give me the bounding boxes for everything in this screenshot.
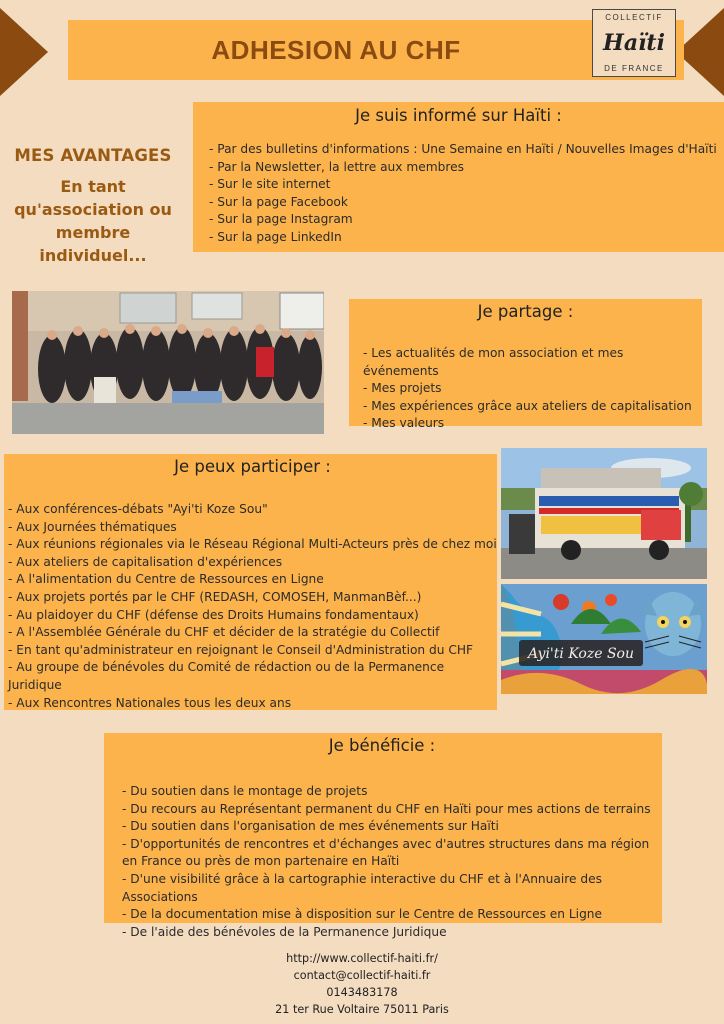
avantages-subtitle: [0, 175, 186, 267]
left-arrow-decoration: [0, 8, 48, 96]
list-item: - D'une visibilité grâce à la cartographie interactive du CHF et à l'Annuaire des Associations: [122, 871, 602, 904]
participer-title: Je peux participer :: [174, 457, 331, 476]
list-item: - Par des bulletins d'informations : Une Semaine en Haïti / Nouvelles Images d'Haïti: [209, 142, 717, 156]
beneficie-box: [104, 733, 662, 939]
informe-title: Je suis informé sur Haïti :: [355, 106, 562, 125]
list-item: - De l'aide des bénévoles de la Permanence Juridique: [122, 924, 447, 939]
avantages-subtitle-line: En tant: [60, 177, 126, 196]
list-item: - Du recours au Représentant permanent du CHF en Haïti pour mes actions de terrains: [122, 801, 651, 816]
group-photo: [12, 291, 324, 434]
list-item: - Mes projets: [363, 381, 442, 396]
participer-list: [8, 501, 497, 712]
list-item: - Sur la page Facebook: [209, 194, 348, 209]
informe-list: [209, 141, 724, 247]
list-item: - Aux Journées thématiques: [8, 519, 177, 534]
email-link[interactable]: contact@collectif-haiti.fr: [293, 969, 431, 982]
beneficie-list: [122, 783, 652, 941]
list-item: - Du soutien dans le montage de projets: [122, 784, 368, 798]
avantages-section: [0, 146, 186, 267]
list-item: - D'opportunités de rencontres et d'échanges avec d'autres structures dans ma région en France ou près de mon partenaire en Haïti: [122, 836, 650, 869]
participer-box: [4, 454, 497, 710]
list-item: - Aux conférences-débats "Ayi'ti Koze Sou": [8, 502, 268, 516]
logo-top-text: COLLECTIF: [605, 13, 663, 22]
logo-bottom-text: DE FRANCE: [604, 64, 664, 73]
informe-box: [193, 102, 724, 252]
list-item: - Aux Rencontres Nationales tous les deux ans: [8, 695, 292, 710]
partage-list: [363, 345, 702, 433]
list-item: - Mes expériences grâce aux ateliers de capitalisation: [363, 398, 692, 413]
list-item: - Sur le site internet: [209, 177, 331, 192]
avantages-subtitle-line: qu'association ou: [14, 200, 172, 219]
list-item: - Mes valeurs: [363, 416, 445, 431]
tap-tap-image: [501, 448, 707, 579]
avantages-title: MES AVANTAGES: [14, 146, 172, 165]
postal-address: 21 ter Rue Voltaire 75011 Paris: [275, 1003, 449, 1016]
list-item: - Sur la page Instagram: [209, 212, 353, 227]
tap-tap-photo: [501, 448, 707, 579]
list-item: - Les actualités de mon association et mes événements: [363, 346, 624, 378]
list-item: - En tant qu'administrateur en rejoignant le Conseil d'Administration du CHF: [8, 642, 474, 657]
list-item: - A l'Assemblée Générale du CHF et décider de la stratégie du Collectif: [8, 625, 440, 640]
collectif-haiti-logo: [592, 9, 676, 77]
list-item: - Aux projets portés par le CHF (REDASH, COMOSEH, ManmanBèf...): [8, 589, 422, 604]
koze-sou-label: Ayi'ti Koze Sou: [528, 646, 634, 662]
logo-main-text: Haïti: [603, 30, 665, 56]
contact-footer: [0, 950, 724, 1018]
website-link[interactable]: http://www.collectif-haiti.fr/: [286, 952, 438, 965]
partage-title: Je partage :: [477, 302, 574, 321]
list-item: - Sur la page LinkedIn: [209, 229, 342, 244]
list-item: - Au plaidoyer du CHF (défense des Droits Humains fondamentaux): [8, 607, 419, 622]
list-item: - De la documentation mise à disposition sur le Centre de Ressources en Ligne: [122, 907, 603, 922]
list-item: - Aux réunions régionales via le Réseau Régional Multi-Acteurs près de chez moi: [8, 537, 497, 552]
beneficie-title: Je bénéficie :: [328, 736, 436, 755]
koze-sou-artwork: [501, 584, 707, 694]
list-item: - Aux ateliers de capitalisation d'expériences: [8, 554, 283, 569]
list-item: - Par la Newsletter, la lettre aux membres: [209, 159, 464, 174]
group-photo-image: [12, 291, 324, 434]
avantages-subtitle-line: membre individuel...: [39, 223, 147, 265]
phone-number: 0143483178: [326, 986, 398, 999]
page-title: ADHESION AU CHF: [211, 34, 461, 65]
koze-sou-image: [501, 584, 707, 694]
list-item: - Du soutien dans l'organisation de mes événements sur Haïti: [122, 819, 499, 834]
list-item: - A l'alimentation du Centre de Ressources en Ligne: [8, 572, 324, 587]
partage-box: [349, 299, 702, 431]
list-item: - Au groupe de bénévoles du Comité de rédaction ou de la Permanence Juridique: [8, 660, 445, 692]
